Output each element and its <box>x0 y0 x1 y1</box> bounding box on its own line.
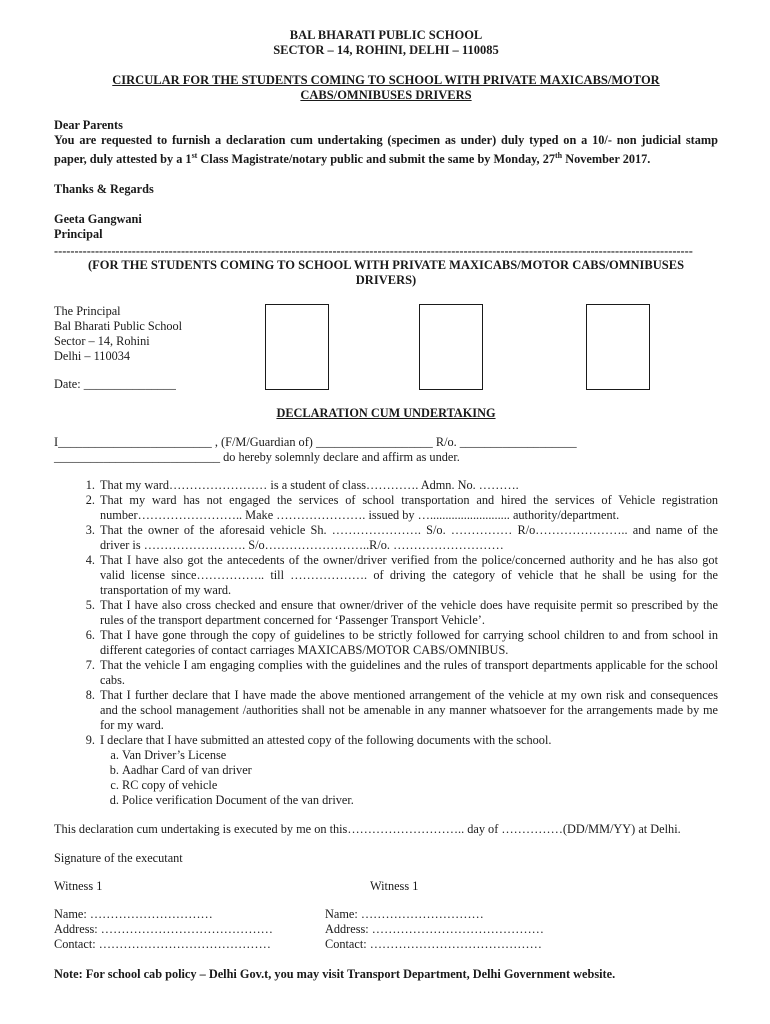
separator-line: ------------------------------------------------------------------------------------------------------------------------------------------------------------ <box>54 244 693 259</box>
signatory-title: Principal <box>54 227 103 242</box>
declaration-list <box>54 478 718 808</box>
witness-right-contact[interactable]: Contact: …………………………………… <box>325 937 542 952</box>
list-item: 4. That I have also got the antecedents of the owner/driver verified from the police/concerned authority and he has also got valid license since…………….. till ………………. of driving the category of vehicle that he shall be using for the transportation of my ward. <box>98 553 718 598</box>
sub-list-item: d. Police verification Document of the van driver. <box>122 793 718 808</box>
list-item: 8. That I further declare that I have made the above mentioned arrangement of the vehicle at my own risk and consequences and the school management /authorities shall not be amenable in any manner whatsoever for the arrangements made by me for my ward. <box>98 688 718 733</box>
list-item: 1. That my ward…………………… is a student of class…………. Admn. No. ………. <box>98 478 718 493</box>
declaration-heading: DECLARATION CUM UNDERTAKING <box>276 406 496 421</box>
thanks-regards: Thanks & Regards <box>54 182 154 197</box>
photo-box-3 <box>586 304 650 390</box>
list-item: 6. That I have gone through the copy of guidelines to be strictly followed for carrying school children to and from school in different categories of contact carriages MAXICABS/MOTOR CABS/OMNIBUS. <box>98 628 718 658</box>
address-and-photos <box>54 304 718 404</box>
witness-details <box>54 907 718 955</box>
signatory-name: Geeta Gangwani <box>54 212 142 227</box>
witness-left-address[interactable]: Address: …………………………………… <box>54 922 273 937</box>
circular-body-part-2: Class Magistrate/notary public and submit the same by Monday, 27 <box>197 152 556 167</box>
school-address: SECTOR – 14, ROHINI, DELHI – 110085 <box>273 43 499 57</box>
witness-left-name[interactable]: Name: ………………………… <box>54 907 213 922</box>
school-name: BAL BHARATI PUBLIC SCHOOL <box>289 28 483 42</box>
circular-body-part-3: November 2017. <box>562 152 651 167</box>
sub-list-item: c. RC copy of vehicle <box>122 778 718 793</box>
signature-label: Signature of the executant <box>54 851 183 866</box>
circular-title-line-1: CIRCULAR FOR THE STUDENTS COMING TO SCHOOL WITH PRIVATE MAXICABS/MOTOR <box>112 73 660 87</box>
list-item-text: I declare that I have submitted an attested copy of the following documents with the school. <box>100 733 552 748</box>
photo-box-1 <box>265 304 329 390</box>
witness-right-name[interactable]: Name: ………………………… <box>325 907 484 922</box>
intro-line-2[interactable]: ___________________________ do hereby solemnly declare and affirm as under. <box>54 450 460 465</box>
superscript-th: th <box>555 151 563 160</box>
superscript-st: st <box>191 151 198 160</box>
sub-list-item: a. Van Driver’s License <box>122 748 718 763</box>
list-item: 7. That the vehicle I am engaging complies with the guidelines and the rules of transport departments applicable for the school cabs. <box>98 658 718 688</box>
form-title-line-1: (FOR THE STUDENTS COMING TO SCHOOL WITH PRIVATE MAXICABS/MOTOR CABS/OMNIBUSES <box>87 258 685 273</box>
intro-line-1[interactable]: I_________________________ , (F/M/Guardian of) ___________________ R/o. ___________________ <box>54 435 577 450</box>
circular-body-part-1: You are requested to furnish a declaration cum undertaking (specimen as under) duly typed on a 10/- non judicial stamp paper, duly attested by a 1 <box>54 133 718 167</box>
list-item: 5. That I have also cross checked and ensure that owner/driver of the vehicle does have requisite permit so prescribed by the rules of the transport department concerned for ‘Passenger Transport Vehicle’. <box>98 598 718 628</box>
photo-box-2 <box>419 304 483 390</box>
witness-right-address[interactable]: Address: …………………………………… <box>325 922 544 937</box>
document-page <box>54 28 718 982</box>
witness-left-label: Witness 1 <box>54 879 103 894</box>
recipient-line-4: Delhi – 110034 <box>54 349 131 364</box>
sub-list-item: b. Aadhar Card of van driver <box>122 763 718 778</box>
recipient-line-1: The Principal <box>54 304 121 319</box>
date-field[interactable]: Date: _______________ <box>54 377 176 392</box>
witness-left-contact[interactable]: Contact: …………………………………… <box>54 937 271 952</box>
list-item: 3. That the owner of the aforesaid vehicle Sh. …………………. S/o. …………… R/o………………….. and name of the driver is ……………………. S/o……………………..R/o. ……………………… <box>98 523 718 553</box>
circular-body <box>54 133 718 167</box>
recipient-address <box>54 304 182 392</box>
form-title-line-2: DRIVERS) <box>355 273 417 288</box>
list-item <box>98 733 718 808</box>
salutation: Dear Parents <box>54 118 123 132</box>
recipient-line-2: Bal Bharati Public School <box>54 319 183 334</box>
circular-title-line-2: CABS/OMNIBUSES DRIVERS <box>300 88 472 102</box>
recipient-line-3: Sector – 14, Rohini <box>54 334 150 349</box>
execution-line[interactable]: This declaration cum undertaking is executed by me on this……………………….. day of ……………(DD/MM/YY) at Delhi. <box>54 822 681 837</box>
witness-row <box>54 879 718 895</box>
witness-right-label: Witness 1 <box>370 879 419 894</box>
list-item: 2. That my ward has not engaged the services of school transportation and hired the services of Vehicle registration number…………………….. Make …………………. issued by ….......................... authority/department. <box>98 493 718 523</box>
documents-list <box>100 748 718 808</box>
policy-note: Note: For school cab policy – Delhi Gov.t, you may visit Transport Department, Delhi Government website. <box>54 967 616 982</box>
